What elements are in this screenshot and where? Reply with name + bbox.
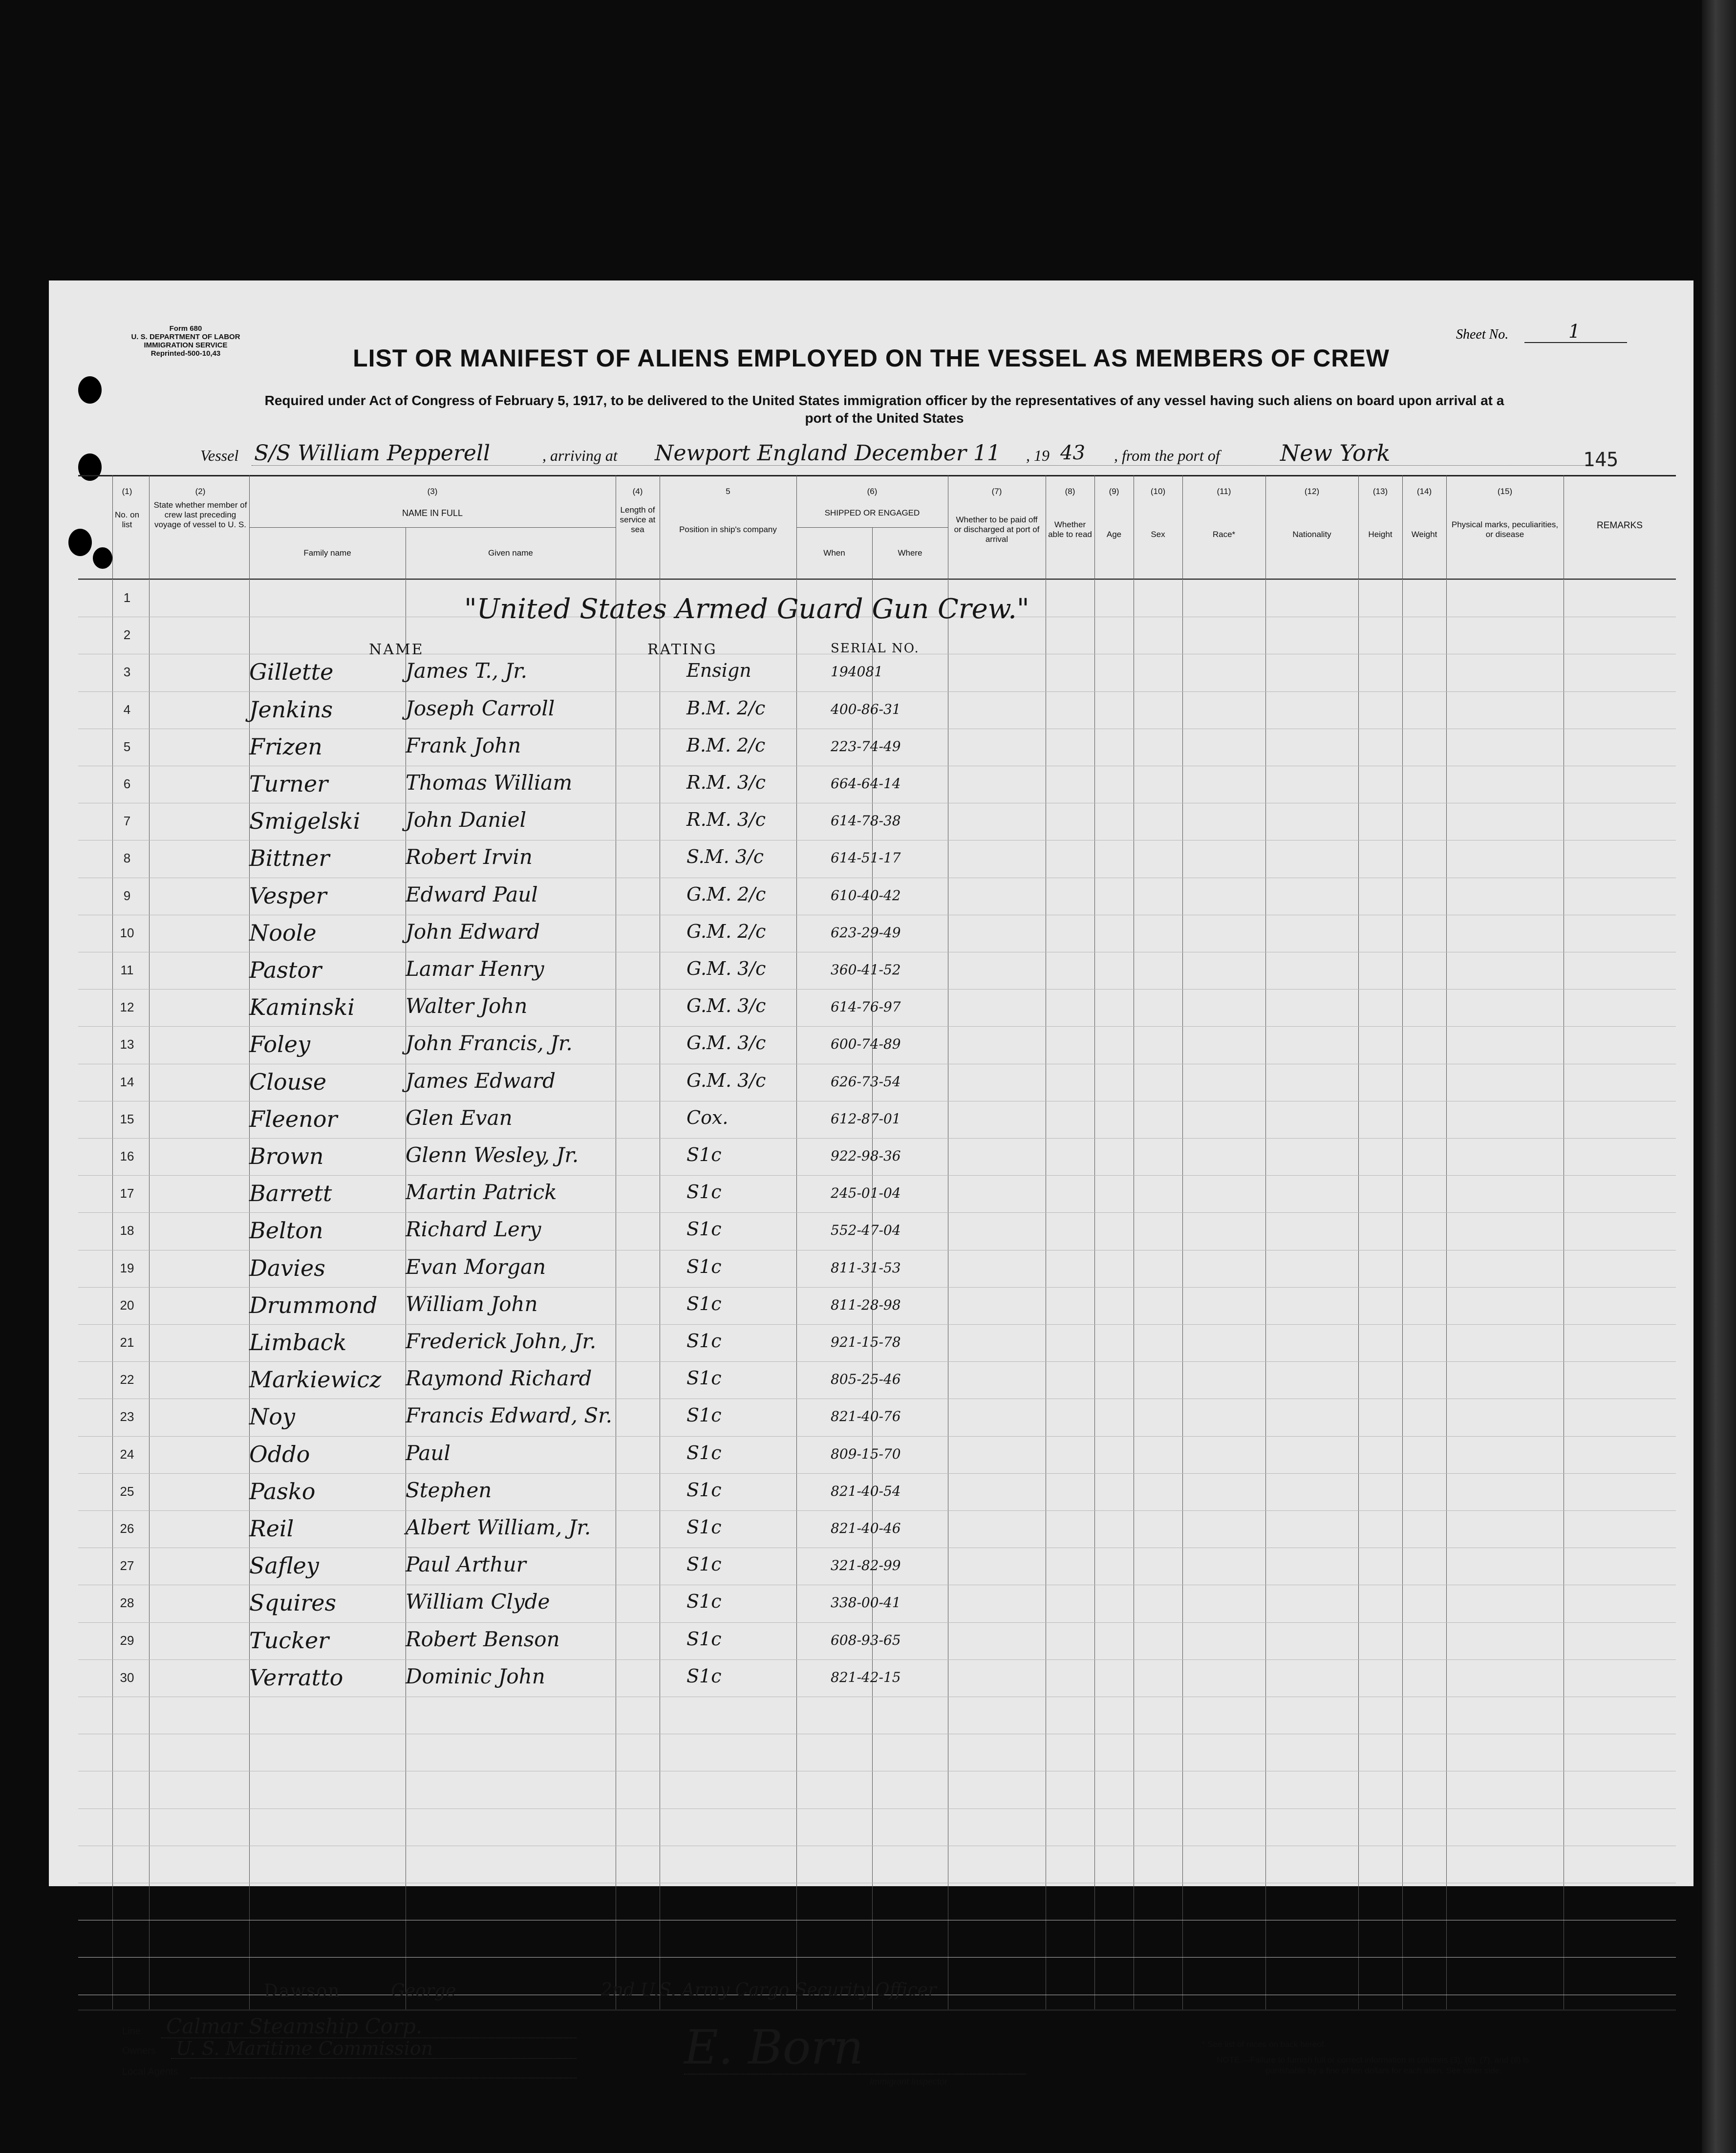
family-name: Noy [249, 1403, 295, 1430]
col3a-header: Family name [303, 548, 351, 558]
rating: G.M. 3/c [686, 995, 766, 1017]
table-row [49, 1064, 1693, 1101]
row-number: 2 [123, 627, 131, 643]
col3-number: (3) [427, 487, 438, 496]
binder-hole [78, 453, 102, 481]
film-edge [1702, 0, 1736, 2153]
serial-number: 821-42-15 [831, 1669, 901, 1685]
given-name: James T., Jr. [406, 659, 528, 683]
row-number: 7 [123, 814, 131, 829]
given-name: Paul [406, 1441, 450, 1465]
col2-number: (2) [195, 487, 206, 496]
arriving-at: Newport England December 11 [655, 441, 1001, 466]
col4-number: (4) [632, 487, 643, 496]
row-number: 21 [120, 1335, 134, 1350]
family-name: Clouse [249, 1068, 327, 1095]
col3b-header: Given name [488, 548, 533, 558]
family-name: Limback [249, 1329, 347, 1356]
table-row [49, 1622, 1693, 1659]
col12-number: (12) [1304, 487, 1320, 496]
table-row [49, 1510, 1693, 1548]
row-number: 18 [120, 1223, 134, 1238]
row-number: 25 [120, 1484, 134, 1499]
department-name: U. S. DEPARTMENT OF LABOR [131, 333, 240, 341]
binder-hole [78, 376, 102, 404]
table-row [49, 1473, 1693, 1510]
given-name: Walter John [406, 994, 528, 1018]
col11-number: (11) [1217, 487, 1231, 496]
given-name: John Francis, Jr. [406, 1031, 573, 1055]
vessel-name: S/S William Pepperell [254, 441, 491, 466]
family-name: Smigelski [249, 808, 361, 835]
col6-header: SHIPPED OR ENGAGED [824, 508, 920, 517]
col14-number: (14) [1416, 487, 1432, 496]
serial-number: 614-51-17 [831, 850, 901, 866]
family-name: Barrett [249, 1180, 332, 1207]
given-name: Evan Morgan [406, 1254, 546, 1279]
row-number: 30 [120, 1670, 134, 1685]
footer-rule [78, 2009, 1676, 2011]
row-number: 28 [120, 1595, 134, 1611]
extra-family-name: Dawson [264, 1981, 341, 2001]
subtitle-line-1: Required under Act of Congress of February 5, 1917, to be delivered to the United States immigration officer by the representatives of any vessel having such aliens on board upon arrival at a [264, 393, 1504, 408]
col4-header: Length of service at sea [620, 505, 656, 534]
table-row [49, 1138, 1693, 1175]
col9-header: Age [1106, 530, 1122, 539]
col15-number: (15) [1497, 487, 1513, 496]
row-number: 27 [120, 1558, 134, 1573]
given-name: Martin Patrick [406, 1180, 557, 1205]
family-name: Davies [249, 1254, 325, 1281]
row-number: 24 [120, 1446, 134, 1462]
table-row [49, 1659, 1693, 1697]
given-name: John Edward [406, 919, 540, 944]
row-number: 20 [120, 1297, 134, 1313]
extra-note: 2nd U.S. Army Cargo Security Officer [601, 1980, 937, 2000]
col14-header: Weight [1411, 530, 1437, 539]
serial-number: 626-73-54 [831, 1073, 901, 1090]
serial-number: 608-93-65 [831, 1632, 901, 1648]
family-name: Markiewicz [249, 1366, 382, 1393]
serial-number: 809-15-70 [831, 1445, 901, 1462]
given-name: William John [406, 1292, 538, 1316]
given-name: Thomas William [406, 771, 573, 795]
family-name: Tucker [249, 1627, 329, 1654]
rating: B.M. 2/c [686, 734, 766, 756]
family-name: Reil [249, 1515, 294, 1542]
rating: R.M. 3/c [686, 809, 766, 831]
table-row [49, 1361, 1693, 1399]
table-row [49, 691, 1693, 729]
sheet-number: 1 [1568, 321, 1581, 342]
col6-number: (6) [867, 487, 878, 496]
given-name: Albert William, Jr. [406, 1515, 591, 1539]
table-row [49, 1548, 1693, 1585]
serial-number: 821-40-76 [831, 1408, 901, 1425]
given-name: Stephen [406, 1478, 492, 1502]
serial-number: 600-74-89 [831, 1036, 901, 1053]
rating: S1c [686, 1516, 722, 1538]
family-name: Bittner [249, 845, 330, 872]
serial-number: 321-82-99 [831, 1557, 901, 1574]
row-number: 15 [120, 1111, 134, 1126]
rating: S1c [686, 1404, 722, 1426]
row-number: 22 [120, 1372, 134, 1387]
from-port-label: , from the port of [1114, 447, 1220, 464]
col9-number: (9) [1109, 487, 1119, 496]
family-name: Turner [249, 771, 328, 797]
rating: B.M. 2/c [686, 697, 766, 719]
fine-note-line-1: NOTE.—Failure to furnish full or correct information in columns (3), (6), (7), and (8) is [1217, 2055, 1529, 2065]
table-row [49, 989, 1693, 1026]
owners-label: Owners [122, 2045, 156, 2056]
rating: S1c [686, 1218, 722, 1240]
fine-note-line-2: punishable by a fine of ten dollars for each alien. See other side. [1265, 2066, 1502, 2075]
family-name: Kaminski [249, 994, 355, 1021]
rating: R.M. 3/c [686, 772, 766, 793]
rating: S1c [686, 1255, 722, 1277]
row-number: 29 [120, 1633, 134, 1648]
table-row [49, 952, 1693, 989]
row-number: 6 [123, 776, 131, 791]
rating: S1c [686, 1181, 722, 1203]
agents-label: Local Agents [122, 2067, 178, 2077]
serial-number: 614-78-38 [831, 813, 901, 829]
serial-number: 811-31-53 [831, 1259, 901, 1276]
arrival-year: 43 [1060, 442, 1085, 464]
table-row [49, 840, 1693, 877]
from-port: New York [1280, 440, 1391, 466]
col13-header: Height [1368, 530, 1393, 539]
serial-number: 400-86-31 [831, 701, 901, 717]
vessel-label: Vessel [200, 447, 239, 464]
crew-title: "United States Armed Guard Gun Crew." [464, 593, 1029, 625]
serial-number: 805-25-46 [831, 1371, 901, 1388]
col6-divider [796, 527, 948, 528]
reprint-note: Reprinted-500-10,43 [150, 349, 221, 358]
rating: S.M. 3/c [686, 846, 764, 868]
serial-number: 821-40-46 [831, 1520, 901, 1536]
serial-number: 552-47-04 [831, 1222, 901, 1239]
binder-hole [93, 547, 112, 569]
rating: S1c [686, 1442, 722, 1464]
col5-header: Position in ship's company [679, 525, 777, 534]
family-name: Vesper [249, 882, 327, 909]
row-number: 16 [120, 1149, 134, 1163]
given-name: Richard Lery [406, 1217, 541, 1242]
col1-number: (1) [122, 487, 132, 496]
given-name: Joseph Carroll [406, 696, 555, 720]
rating: S1c [686, 1367, 722, 1389]
rating: S1c [686, 1479, 722, 1501]
col6b-header: Where [898, 548, 922, 558]
table-row [49, 766, 1693, 803]
row-number: 4 [123, 702, 131, 717]
table-row [49, 803, 1693, 840]
serial-number: 921-15-78 [831, 1334, 901, 1350]
row-number: 14 [120, 1074, 134, 1089]
rating: S1c [686, 1292, 722, 1314]
family-name: Squires [249, 1590, 337, 1616]
family-name: Brown [249, 1143, 324, 1169]
given-name: Dominic John [406, 1664, 545, 1688]
subhead-name: NAME [369, 641, 424, 658]
owners-value: U. S. Maritime Commission [176, 2038, 433, 2059]
family-name: Fleenor [249, 1105, 338, 1132]
extra-given-name: George [391, 1981, 456, 2001]
rating: S1c [686, 1144, 722, 1165]
table-row [49, 1287, 1693, 1324]
col12-header: Nationality [1292, 530, 1331, 539]
row-number: 3 [123, 665, 131, 680]
col5-number: 5 [726, 487, 730, 496]
rating: G.M. 2/c [686, 920, 766, 942]
row-number: 17 [120, 1186, 134, 1201]
row-rule [78, 1957, 1676, 1958]
serial-number: 614-76-97 [831, 999, 901, 1015]
col2-header: State whether member of crew last preceding voyage of vessel to U. S. [153, 500, 247, 529]
given-name: James Edward [406, 1068, 556, 1093]
col6a-header: When [823, 548, 845, 558]
manifest-page [49, 280, 1693, 2087]
col3-header: NAME IN FULL [402, 508, 463, 518]
subhead-serial: SERIAL NO. [831, 641, 920, 656]
col7-header: Whether to be paid off or discharged at port of arrival [954, 515, 1040, 544]
inspector-signature: E. Born [684, 2020, 864, 2075]
row-number: 10 [120, 925, 134, 940]
given-name: Glen Evan [406, 1105, 513, 1130]
family-name: Frizen [249, 733, 322, 760]
given-name: Raymond Richard [406, 1366, 592, 1391]
line-value: Calmar Steamship Corp. [166, 2014, 423, 2038]
row-number: 9 [123, 888, 131, 903]
family-name: Pasko [249, 1478, 316, 1505]
row-number: 8 [123, 851, 131, 866]
table-row [49, 878, 1693, 915]
serial-number: 360-41-52 [831, 962, 901, 978]
given-name: Francis Edward, Sr. [406, 1403, 612, 1428]
given-name: William Clyde [406, 1590, 550, 1614]
given-name: Edward Paul [406, 882, 538, 906]
rating: G.M. 3/c [686, 1032, 766, 1054]
serial-number: 623-29-49 [831, 924, 901, 941]
col10-header: Sex [1151, 530, 1165, 539]
rating: G.M. 3/c [686, 958, 766, 979]
stamp-number: 145 [1583, 449, 1619, 471]
family-name: Jenkins [249, 696, 333, 723]
line-label: Line [122, 2026, 141, 2037]
rating: S1c [686, 1628, 722, 1650]
rating: Ensign [686, 660, 751, 682]
sheet-label: Sheet No. [1456, 327, 1509, 342]
rating: S1c [686, 1591, 722, 1613]
row-number: 12 [120, 1000, 134, 1015]
col10-number: (10) [1150, 487, 1166, 496]
col3-divider [249, 527, 616, 528]
family-name: Noole [249, 919, 317, 946]
remarks-header: REMARKS [1597, 520, 1643, 531]
given-name: Lamar Henry [406, 957, 544, 981]
row-number: 23 [120, 1409, 134, 1424]
table-row [49, 654, 1693, 691]
col11-header: Race* [1212, 530, 1236, 539]
arriving-label: , arriving at [542, 447, 618, 464]
table-row [49, 915, 1693, 952]
owners-dotted [171, 2058, 577, 2059]
given-name: Glenn Wesley, Jr. [406, 1143, 579, 1167]
row-number: 19 [120, 1260, 134, 1275]
serial-number: 811-28-98 [831, 1296, 901, 1313]
subhead-rating: RATING [647, 641, 717, 658]
given-name: Frank John [406, 733, 521, 757]
given-name: Paul Arthur [406, 1552, 526, 1577]
given-name: Robert Irvin [406, 845, 533, 869]
row-number: 11 [120, 963, 134, 977]
binder-hole [68, 529, 92, 556]
table-row [49, 1101, 1693, 1138]
family-name: Belton [249, 1217, 323, 1244]
rating: Cox. [686, 1106, 729, 1128]
serial-number: 245-01-04 [831, 1185, 901, 1202]
header-top-rule [78, 475, 1676, 476]
serial-number: 664-64-14 [831, 775, 901, 792]
family-name: Verratto [249, 1664, 343, 1691]
table-row [49, 1436, 1693, 1473]
table-row [49, 1250, 1693, 1287]
row-number: 26 [120, 1521, 134, 1536]
inspector-label: Immigrant Inspector [870, 2077, 948, 2087]
given-name: John Daniel [406, 808, 527, 832]
col8-number: (8) [1065, 487, 1075, 496]
rating: G.M. 3/c [686, 1069, 766, 1091]
serial-number: 922-98-36 [831, 1148, 901, 1164]
page-title: LIST OR MANIFEST OF ALIENS EMPLOYED ON THE VESSEL AS MEMBERS OF CREW [353, 344, 1390, 372]
subtitle [122, 392, 1647, 427]
col1-header: No. on list [114, 510, 140, 529]
year-prefix: , 19 [1026, 447, 1050, 464]
col15-header: Physical marks, peculiarities, or disease [1451, 520, 1559, 539]
row-number: 5 [123, 739, 131, 754]
subtitle-line-2: port of the United States [805, 410, 964, 426]
given-name: Robert Benson [406, 1627, 560, 1651]
family-name: Safley [249, 1552, 319, 1579]
table-row [49, 1585, 1693, 1622]
table-row [49, 1324, 1693, 1361]
sheet-underline [1524, 342, 1627, 343]
form-number: Form 680 [169, 324, 202, 333]
serial-number: 821-40-54 [831, 1483, 901, 1499]
table-row [49, 729, 1693, 766]
serial-number: 610-40-42 [831, 887, 901, 904]
serial-number: 223-74-49 [831, 738, 901, 754]
family-name: Gillette [249, 659, 334, 686]
table-row [49, 1212, 1693, 1249]
rating: S1c [686, 1665, 722, 1687]
col13-number: (13) [1372, 487, 1388, 496]
rating: G.M. 2/c [686, 883, 766, 905]
row-number: 1 [123, 590, 131, 605]
table-row [49, 1399, 1693, 1436]
family-name: Pastor [249, 957, 322, 983]
row-number: 13 [120, 1037, 134, 1052]
serial-number: 338-00-41 [831, 1594, 901, 1611]
serial-number: 612-87-01 [831, 1110, 901, 1127]
races-note: * See list of races on back hereof. [1202, 2040, 1327, 2049]
rating: S1c [686, 1330, 722, 1352]
col7-number: (7) [991, 487, 1002, 496]
serial-number: 194081 [831, 664, 883, 680]
table-row [49, 1026, 1693, 1063]
service-name: IMMIGRATION SERVICE [144, 341, 228, 349]
family-name: Oddo [249, 1441, 310, 1467]
col8-header: Whether able to read [1048, 520, 1092, 539]
family-name: Foley [249, 1031, 311, 1058]
vessel-dotted-line [252, 465, 1590, 466]
rating: S1c [686, 1553, 722, 1575]
table-row [49, 1175, 1693, 1212]
given-name: Frederick John, Jr. [406, 1329, 597, 1353]
family-name: Drummond [249, 1292, 378, 1318]
